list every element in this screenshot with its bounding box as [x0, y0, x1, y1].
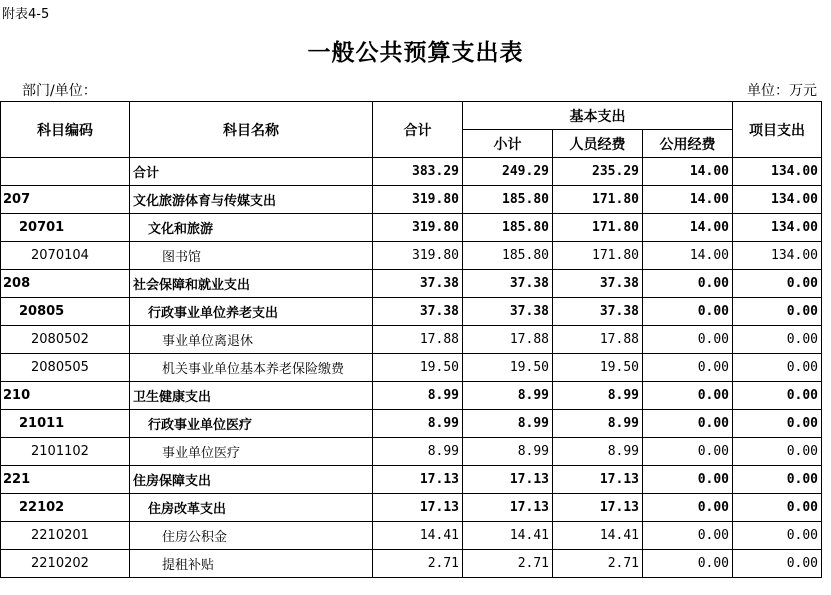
row-personnel: 19.50: [553, 354, 643, 382]
row-personnel: 37.38: [553, 270, 643, 298]
page-title: 一般公共预算支出表: [307, 40, 524, 66]
department-label: 部门/单位：: [22, 83, 97, 99]
row-project: 0.00: [733, 550, 822, 578]
row-personnel: 17.88: [553, 326, 643, 354]
row-subtotal: 19.50: [463, 354, 553, 382]
row-public: 0.00: [643, 270, 733, 298]
row-public: 14.00: [643, 158, 733, 186]
row-project: 134.00: [733, 214, 822, 242]
header-public: 公用经费: [643, 130, 733, 158]
row-public: 14.00: [643, 186, 733, 214]
row-total: 17.88: [373, 326, 463, 354]
row-total: 319.80: [373, 186, 463, 214]
row-code: 22102: [1, 494, 130, 522]
row-code: 2080505: [1, 354, 130, 382]
row-subtotal: 17.13: [463, 466, 553, 494]
row-total: 37.38: [373, 298, 463, 326]
row-public: 0.00: [643, 550, 733, 578]
row-subtotal: 8.99: [463, 410, 553, 438]
header-personnel: 人员经费: [553, 130, 643, 158]
row-personnel: 171.80: [553, 242, 643, 270]
header-total: 合计: [373, 102, 463, 158]
row-project: 0.00: [733, 466, 822, 494]
row-personnel: 17.13: [553, 466, 643, 494]
header-basic: 基本支出: [463, 102, 733, 130]
row-public: 0.00: [643, 326, 733, 354]
row-project: 0.00: [733, 494, 822, 522]
row-subtotal: 8.99: [463, 438, 553, 466]
row-code: 208: [1, 270, 130, 298]
row-personnel: 17.13: [553, 494, 643, 522]
row-public: 0.00: [643, 410, 733, 438]
row-project: 0.00: [733, 298, 822, 326]
table-header: [1, 102, 822, 158]
row-project: 0.00: [733, 382, 822, 410]
row-subtotal: 37.38: [463, 298, 553, 326]
table-row: [1, 242, 822, 270]
row-name: 文化旅游体育与传媒支出: [130, 186, 373, 214]
header-project: 项目支出: [733, 102, 822, 158]
row-subtotal: 2.71: [463, 550, 553, 578]
row-personnel: 14.41: [553, 522, 643, 550]
row-code: 207: [1, 186, 130, 214]
table-row: [1, 522, 822, 550]
row-public: 14.00: [643, 214, 733, 242]
row-project: 0.00: [733, 438, 822, 466]
row-project: 0.00: [733, 410, 822, 438]
row-name: 合计: [130, 158, 373, 186]
row-total: 2.71: [373, 550, 463, 578]
table-row: [1, 382, 822, 410]
row-name: 住房保障支出: [130, 466, 373, 494]
row-subtotal: 249.29: [463, 158, 553, 186]
row-personnel: 8.99: [553, 382, 643, 410]
row-total: 8.99: [373, 438, 463, 466]
row-project: 134.00: [733, 158, 822, 186]
row-total: 14.41: [373, 522, 463, 550]
attachment-label: 附表4-5: [2, 7, 50, 22]
row-total: 19.50: [373, 354, 463, 382]
header-code: 科目编码: [1, 102, 130, 158]
row-project: 0.00: [733, 522, 822, 550]
row-public: 0.00: [643, 466, 733, 494]
row-public: 0.00: [643, 522, 733, 550]
row-code: 2210201: [1, 522, 130, 550]
row-name: 图书馆: [130, 242, 373, 270]
row-code: 210: [1, 382, 130, 410]
table-row: [1, 186, 822, 214]
row-code: 2080502: [1, 326, 130, 354]
row-total: 383.29: [373, 158, 463, 186]
row-code: 2101102: [1, 438, 130, 466]
row-name: 机关事业单位基本养老保险缴费: [130, 354, 373, 382]
row-name: 文化和旅游: [130, 214, 373, 242]
table-row: [1, 466, 822, 494]
table-row: [1, 354, 822, 382]
row-public: 0.00: [643, 298, 733, 326]
row-personnel: 2.71: [553, 550, 643, 578]
row-project: 134.00: [733, 186, 822, 214]
row-total: 319.80: [373, 214, 463, 242]
table-row: [1, 494, 822, 522]
row-code: 221: [1, 466, 130, 494]
row-total: 17.13: [373, 494, 463, 522]
row-public: 0.00: [643, 354, 733, 382]
row-subtotal: 185.80: [463, 214, 553, 242]
row-name: 卫生健康支出: [130, 382, 373, 410]
row-personnel: 8.99: [553, 410, 643, 438]
row-project: 0.00: [733, 326, 822, 354]
row-project: 0.00: [733, 270, 822, 298]
row-name: 社会保障和就业支出: [130, 270, 373, 298]
row-project: 134.00: [733, 242, 822, 270]
row-total: 8.99: [373, 410, 463, 438]
row-personnel: 235.29: [553, 158, 643, 186]
row-name: 事业单位医疗: [130, 438, 373, 466]
row-name: 事业单位离退休: [130, 326, 373, 354]
row-subtotal: 17.13: [463, 494, 553, 522]
row-personnel: 171.80: [553, 186, 643, 214]
row-public: 0.00: [643, 382, 733, 410]
row-name: 行政事业单位养老支出: [130, 298, 373, 326]
row-personnel: 8.99: [553, 438, 643, 466]
row-name: 住房公积金: [130, 522, 373, 550]
row-code: 21011: [1, 410, 130, 438]
table-body: [1, 158, 822, 578]
row-subtotal: 185.80: [463, 242, 553, 270]
row-code: [1, 158, 130, 186]
table-row: [1, 270, 822, 298]
row-subtotal: 14.41: [463, 522, 553, 550]
row-personnel: 37.38: [553, 298, 643, 326]
row-name: 住房改革支出: [130, 494, 373, 522]
table-row: [1, 158, 822, 186]
table-row: [1, 438, 822, 466]
row-personnel: 171.80: [553, 214, 643, 242]
header-subtotal: 小计: [463, 130, 553, 158]
row-public: 0.00: [643, 438, 733, 466]
row-project: 0.00: [733, 354, 822, 382]
row-subtotal: 8.99: [463, 382, 553, 410]
row-code: 20805: [1, 298, 130, 326]
row-public: 0.00: [643, 494, 733, 522]
row-total: 37.38: [373, 270, 463, 298]
row-code: 2070104: [1, 242, 130, 270]
row-name: 行政事业单位医疗: [130, 410, 373, 438]
row-total: 17.13: [373, 466, 463, 494]
row-code: 2210202: [1, 550, 130, 578]
table-row: [1, 326, 822, 354]
unit-label: 单位：万元: [747, 83, 817, 99]
table-row: [1, 214, 822, 242]
row-total: 8.99: [373, 382, 463, 410]
table-row: [1, 550, 822, 578]
header-name: 科目名称: [130, 102, 373, 158]
row-subtotal: 17.88: [463, 326, 553, 354]
table-row: [1, 410, 822, 438]
row-name: 提租补贴: [130, 550, 373, 578]
row-subtotal: 185.80: [463, 186, 553, 214]
row-public: 14.00: [643, 242, 733, 270]
row-total: 319.80: [373, 242, 463, 270]
row-code: 20701: [1, 214, 130, 242]
row-subtotal: 37.38: [463, 270, 553, 298]
table-row: [1, 298, 822, 326]
budget-table: [0, 101, 822, 578]
